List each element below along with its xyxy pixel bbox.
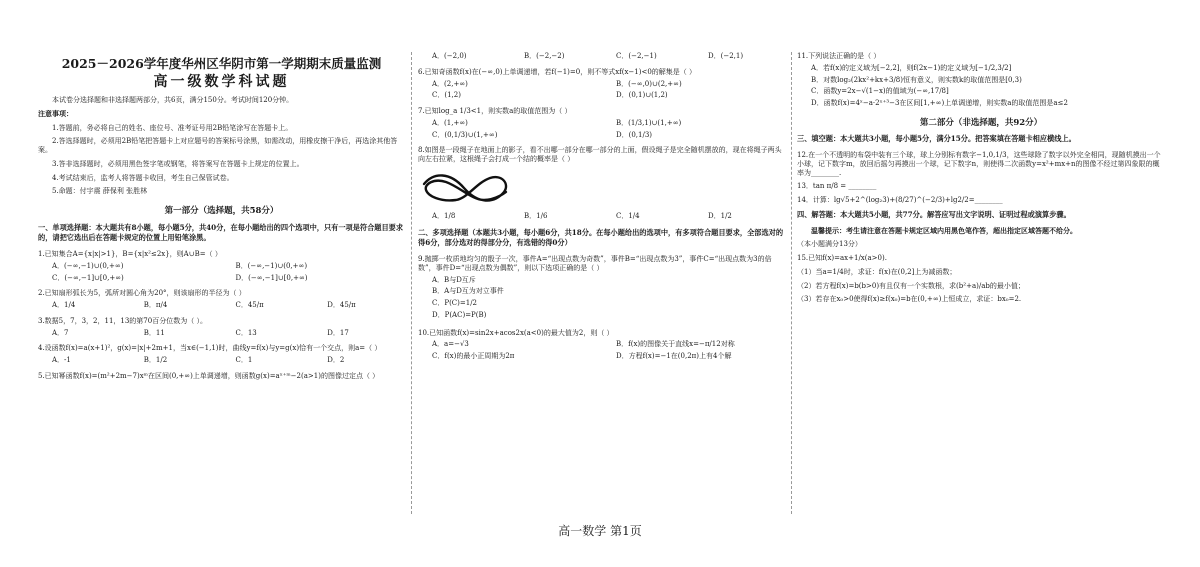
option-a: A．(2,+∞) xyxy=(432,79,468,88)
column-divider xyxy=(411,52,412,514)
section-three-heading: 三、填空题：本大题共3小题，每小题5分，满分15分。把答案填在答题卡相应横线上。 xyxy=(797,134,1076,144)
note-item: 1.答题前，务必将自己的姓名、座位号、准考证号用2B铅笔涂写在答题卡上。 xyxy=(52,123,293,132)
exam-title: 2025－2026学年度华州区华阴市第一学期期末质量监测 xyxy=(61,56,382,71)
question-15-part-1: （1）当a=1/4时，求证：f(x)在(0,2]上为减函数； xyxy=(797,267,957,276)
option-c: C．(0,1/3)∪(1,+∞) xyxy=(432,130,498,139)
option-b: B．(−2,−2) xyxy=(524,52,565,60)
option-b: B．11 xyxy=(143,328,165,337)
note-item: 5.命题：付宇震 薛保利 张胜林 xyxy=(52,187,148,196)
option-d: D．(0,1)∪(1,2) xyxy=(616,91,668,100)
section-two-heading: 二、多项选择题（本题共3小题，每小题6分，共18分。在每小题给出的选项中，有多项符合题目要求，全部选对的得6分，部分选对的得部分分，有选错的得0分） xyxy=(418,227,784,248)
question-8-options xyxy=(418,212,786,224)
option-c: C．(1,2) xyxy=(432,91,461,100)
option-d: D．P(AC)=P(B) xyxy=(432,310,487,319)
option-a: A．(1,+∞) xyxy=(432,118,468,127)
question-9-options xyxy=(418,276,786,320)
rope-shadow-figure xyxy=(420,170,510,208)
question-8: 8.如图是一段绳子在地面上的影子，看不出哪一部分在哪一部分的上面，假设绳子是完全随机摆放的，现在将绳子两头向左右拉紧，这根绳子会打成一个结的概率是（ ） xyxy=(418,146,782,163)
note-item: 2.答选择题时，必须用2B铅笔把答题卡上对应题号的答案标号涂黑，如需改动，用橡皮擦干净后，再选涂其他答案。 xyxy=(38,137,398,154)
question-6-options xyxy=(418,80,786,104)
question-7: 7.已知log_a 1/3<1，则实数a的取值范围为（ ） xyxy=(418,107,572,115)
exam-intro: 本试卷分选择题和非选择题两部分，共6页，满分150分。考试时间120分钟。 xyxy=(52,96,294,104)
column-middle xyxy=(418,52,786,522)
option-a: A．1/8 xyxy=(432,211,456,220)
question-5: 5.已知幂函数f(x)=(m²+2m−7)xᵐ在区间(0,+∞)上单调递增，则函数g(x)=aˣ⁺ᵐ−2(a>1)的图像过定点（ ） xyxy=(38,371,380,380)
option-d: D．(−2,1) xyxy=(708,52,744,60)
question-9: 9.抛掷一枚质地均匀的骰子一次，事件A=“出现点数为奇数”，事件B=“出现点数为3”，事件C=“出现点数为3的倍数”，事件D=“出现点数为偶数”，则以下选项正确的是（ ） xyxy=(418,255,772,272)
option-d: D．2 xyxy=(327,356,345,365)
question-2: 2.已知扇形弧长为5，弧所对圆心角为20°，则该扇形的半径为（ ） xyxy=(38,289,246,298)
question-10: 10.已知函数f(x)=sin2x+acos2x(a<0)的最大值为2，则（ ） xyxy=(418,328,614,337)
option-d: D．(0,1/3) xyxy=(616,130,653,139)
option-b: B．1/2 xyxy=(143,356,168,365)
option-c: C．f(x)的最小正周期为2π xyxy=(432,352,515,361)
option-c: C．13 xyxy=(235,328,257,337)
option-c: C．1 xyxy=(235,356,253,365)
option-b: B．(1/3,1)∪(1,+∞) xyxy=(616,118,682,127)
part-two-heading: 第二部分（非选择题，共92分） xyxy=(919,117,1043,128)
question-3-options xyxy=(38,329,405,341)
question-2-options xyxy=(38,301,405,313)
option-b: B．对数log₂(2kx²+kx+3/8)恒有意义，则实数k的取值范围是[0,3) xyxy=(811,75,1022,84)
score-note: （本小题满分13分） xyxy=(797,240,862,249)
option-a: A．-1 xyxy=(52,356,71,365)
question-1: 1.已知集合A={x|x|>1}，B={x|x²≤2x}，则A∪B=（ ） xyxy=(38,250,222,259)
section-one-heading: 一、单项选择题：本大题共有8小题，每小题5分，共40分，在每小题给出的四个选项中，只有一项是符合题目要求的，请把它选出后在答题卡规定的位置上用铅笔涂黑。 xyxy=(38,222,404,243)
question-15-part-3: （3）若存在x₀>0使得f(x)≥f(x₀)=b在(0,+∞)上恒成立，求证：bx₀=2. xyxy=(797,295,1022,304)
option-b: B．π/4 xyxy=(143,301,168,310)
question-5-options xyxy=(418,52,786,64)
option-a: A．(−2,0) xyxy=(432,52,467,60)
column-right xyxy=(797,52,1165,522)
question-4-options xyxy=(38,356,405,368)
question-6: 6.已知奇函数f(x)在(−∞,0)上单调递增，若f(−1)=0，则不等式xf(x−1)<0的解集是（ ） xyxy=(418,67,697,76)
question-15: 15.已知f(x)=ax+1/x(a>0). xyxy=(797,254,887,263)
question-3: 3.数据5，7，3，2，11，13的第70百分位数为（ ）。 xyxy=(38,316,207,325)
option-b: B．(−∞,0)∪(2,+∞) xyxy=(616,79,682,88)
option-a: A．a=−√3 xyxy=(432,340,469,349)
option-a: A．(−∞,−1)∪(0,+∞) xyxy=(52,261,124,270)
option-a: A．B与D互斥 xyxy=(432,275,476,284)
option-d: D．17 xyxy=(327,328,349,337)
notes-heading: 注意事项： xyxy=(38,108,73,118)
option-b: B．1/6 xyxy=(524,211,548,220)
question-1-options xyxy=(38,262,405,286)
option-c: C．(−∞,−1]∪[0,+∞) xyxy=(52,273,124,282)
exam-subtitle: 高一级数学科试题 xyxy=(153,74,290,90)
note-item: 3.答非选择题时，必须用黑色签字笔或钢笔，将答案写在答题卡上规定的位置上。 xyxy=(52,159,304,168)
option-a: A．7 xyxy=(52,328,69,337)
option-a: A．1/4 xyxy=(52,301,76,310)
section-four-heading: 四、解答题：本大题共5小题，共77分。解答应写出文字说明、证明过程或演算步骤。 xyxy=(797,209,1071,219)
question-11-options xyxy=(797,64,1165,108)
option-c: C．函数y=2x−√(1−x)的值域为(−∞,17/8] xyxy=(811,87,949,96)
option-b: B．(−∞,−1)∪(0,+∞) xyxy=(235,261,308,270)
option-d: D．(−∞,−1]∪[0,+∞) xyxy=(235,273,308,282)
question-13: 13．tan π/8 = ________ xyxy=(797,182,877,191)
option-c: C．(−2,−1) xyxy=(616,52,657,60)
note-item: 4.考试结束后，监考人将答题卡收回，考生自己保管试卷。 xyxy=(52,173,234,182)
option-b: B．A与D互为对立事件 xyxy=(432,287,504,296)
option-c: C．1/4 xyxy=(616,211,640,220)
question-7-options xyxy=(418,119,786,143)
question-4: 4.设函数f(x)=a(x+1)²，g(x)=|x|+2m+1，当x∈(−1,1)时，曲线y=f(x)与y=g(x)恰有一个交点，则a=（ ） xyxy=(38,344,382,353)
question-15-part-2: （2）若方程f(x)=b(b>0)有且仅有一个实数根，求(b²+a)/ab的最小值； xyxy=(797,281,1025,290)
option-d: D．45/π xyxy=(327,301,356,310)
rope-path xyxy=(424,175,506,200)
option-d: D．1/2 xyxy=(708,211,732,220)
warning-note: 温馨提示：考生请注意在答题卡规定区域内用黑色笔作答，超出指定区域答题不给分。 xyxy=(811,225,1077,235)
question-14: 14．计算：lg√5+2^(log₂3)+(8/27)^(−2/3)+lg2/2=________ xyxy=(797,196,1003,205)
question-10-options xyxy=(418,340,786,364)
option-c: C．P(C)=1/2 xyxy=(432,299,478,308)
page-footer: 高一数学 第1页 xyxy=(558,524,642,538)
column-left xyxy=(38,52,405,522)
part-one-heading: 第一部分（选择题，共58分） xyxy=(164,206,279,216)
question-11: 11.下列说法正确的是（ ） xyxy=(797,52,881,60)
question-12: 12.在一个不透明的布袋中装有三个球，球上分别标有数字−1,0,1/3，这些球除了数字以外完全相同，现随机摸出一个小球，记下数字m，放回后摇匀再摸出一个球，记下数字n，则使得二次函数y=x²+mx+n的图像不经过第四象限的概率为________. xyxy=(797,151,1161,177)
option-a: A．若f(x)的定义域为[−2,2]，则f(2x−1)的定义域为[−1/2,3/2] xyxy=(811,63,1012,72)
column-divider xyxy=(791,52,792,514)
option-b: B．f(x)的图像关于直线x=−π/12对称 xyxy=(616,340,735,349)
option-d: D．函数f(x)=4ˣ−a·2ˣ⁺³−3在区间[1,+∞)上单调递增，则实数a的取值范围是a≤2 xyxy=(811,99,1068,107)
option-c: C．45/π xyxy=(235,301,264,310)
option-d: D．方程f(x)=−1在(0,2π)上有4个解 xyxy=(616,352,732,361)
